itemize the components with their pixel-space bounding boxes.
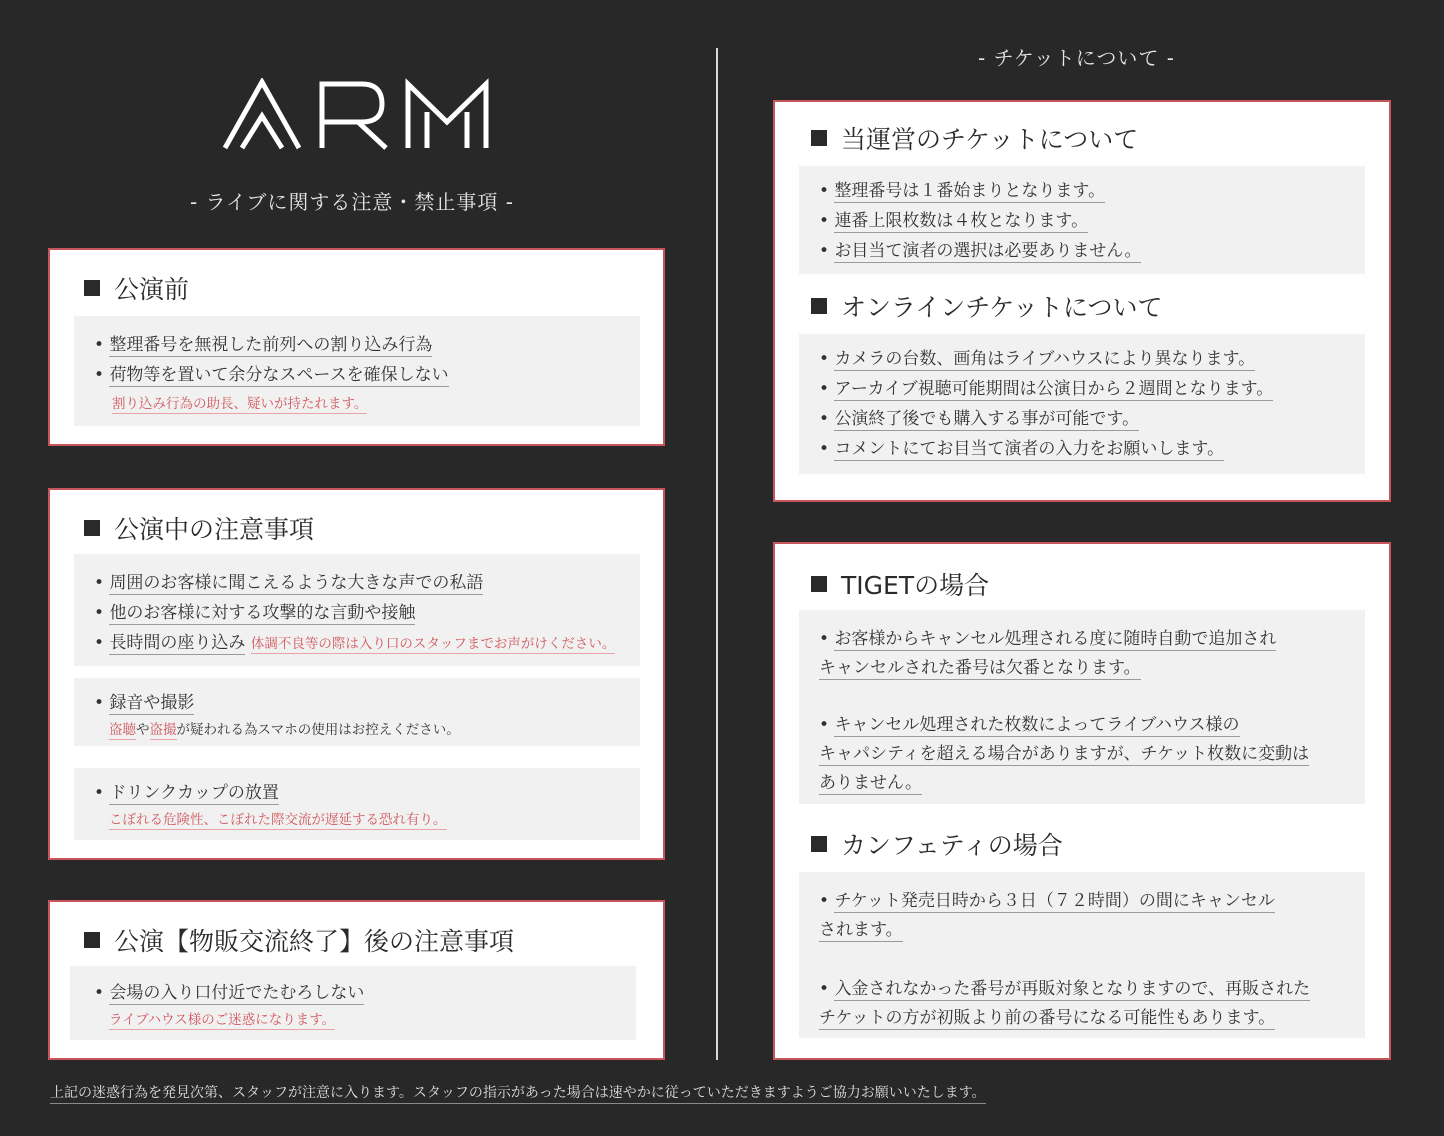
list-item: • 会場の入り口付近でたむろしない <box>94 978 364 1003</box>
list-item: • 荷物等を置いて余分なスペースを確保しない <box>94 360 449 385</box>
square-bullet-icon <box>811 130 827 146</box>
list-item: • お目当て演者の選択は必要ありません。 <box>819 236 1141 261</box>
list-item: • コメントにてお目当て演者の入力をお願いします。 <box>819 434 1224 459</box>
tiget-title: TIGETの場合 <box>811 566 989 602</box>
list-item: • 入金されなかった番号が再販対象となりますので、再販された <box>819 974 1310 999</box>
square-bullet-icon <box>811 576 827 592</box>
center-divider <box>716 48 718 1060</box>
warning-note: 割り込み行為の助長、疑いが持たれます。 <box>112 396 368 412</box>
canfety-box <box>799 872 1365 1038</box>
footer-notice: 上記の迷惑行為を発見次第、スタッフが注意に入ります。スタッフの指示があった場合は速やかに従っていただきますようご協力お願いいたします。 <box>50 1082 986 1104</box>
list-item: • カメラの台数、画角はライブハウスにより異なります。 <box>819 344 1255 369</box>
list-item: • ドリンクカップの放置 <box>94 778 279 803</box>
list-item: • 整理番号を無視した前列への割り込み行為 <box>94 330 432 355</box>
list-item: • アーカイブ視聴可能期間は公演日から２週間となります。 <box>819 374 1273 399</box>
list-item: • チケット発売日時から３日（７２時間）の間にキャンセル <box>819 886 1275 911</box>
our-tickets-box <box>799 166 1365 274</box>
list-item-continuation: キャパシティを超える場合がありますが、チケット枚数に変動は <box>819 744 1310 764</box>
left-heading: - ライブに関する注意・禁止事項 - <box>190 190 514 214</box>
list-item: • キャンセル処理された枚数によってライブハウス様の <box>819 710 1240 735</box>
list-item: • お客様からキャンセル処理される度に随時自動で追加され <box>819 624 1276 649</box>
list-item-continuation: チケットの方が初販より前の番号になる可能性もあります。 <box>819 1008 1276 1028</box>
after-show-title: 公演【物販交流終了】後の注意事項 <box>84 922 514 958</box>
square-bullet-icon <box>811 298 827 314</box>
square-bullet-icon <box>84 932 100 948</box>
square-bullet-icon <box>84 280 100 296</box>
list-item: • 録音や撮影 <box>94 688 194 713</box>
warning-note: ライブハウス様のご迷惑になります。 <box>109 1012 336 1028</box>
warning-note: こぼれる危険性、こぼれた際交流が遅延する恐れ有り。 <box>109 812 447 828</box>
recording-note: 盗聴や盗撮が疑われる為スマホの使用はお控えください。 <box>109 722 460 738</box>
canfety-title: カンフェティの場合 <box>811 826 1063 862</box>
list-item: • 周囲のお客様に聞こえるような大きな声での私語 <box>94 568 483 593</box>
list-item-continuation: ありません。 <box>819 773 923 793</box>
during-show-box-2 <box>74 678 640 746</box>
online-tickets-title: オンラインチケットについて <box>811 288 1163 324</box>
list-item: • 連番上限枚数は４枚となります。 <box>819 206 1088 231</box>
online-tickets-box <box>799 334 1365 474</box>
arm-logo <box>222 78 490 152</box>
during-show-box-3 <box>74 768 640 840</box>
our-tickets-title: 当運営のチケットについて <box>811 120 1138 156</box>
square-bullet-icon <box>84 520 100 536</box>
tickets-card <box>773 100 1391 502</box>
square-bullet-icon <box>811 836 827 852</box>
list-item-continuation: されます。 <box>819 920 903 940</box>
after-show-box <box>70 966 636 1040</box>
during-show-card <box>48 488 665 860</box>
list-item: • 他のお客様に対する攻撃的な言動や接触 <box>94 598 415 623</box>
ticket-services-card <box>773 542 1391 1060</box>
list-item-continuation: キャンセルされた番号は欠番となります。 <box>819 658 1141 678</box>
during-show-title: 公演中の注意事項 <box>84 510 314 546</box>
inline-warning-note: 体調不良等の際は入り口のスタッフまでお声がけください。 <box>250 636 616 652</box>
list-item: • 整理番号は１番始まりとなります。 <box>819 176 1105 201</box>
before-show-box <box>74 316 640 426</box>
during-show-box-1 <box>74 554 640 666</box>
right-heading: - チケットについて - <box>978 46 1175 70</box>
list-item: • 長時間の座り込み 体調不良等の際は入り口のスタッフまでお声がけください。 <box>94 628 615 653</box>
tiget-box <box>799 610 1365 804</box>
list-item: • 公演終了後でも購入する事が可能です。 <box>819 404 1139 429</box>
before-show-card <box>48 248 665 446</box>
before-show-title: 公演前 <box>84 270 189 306</box>
after-show-card <box>48 900 665 1060</box>
